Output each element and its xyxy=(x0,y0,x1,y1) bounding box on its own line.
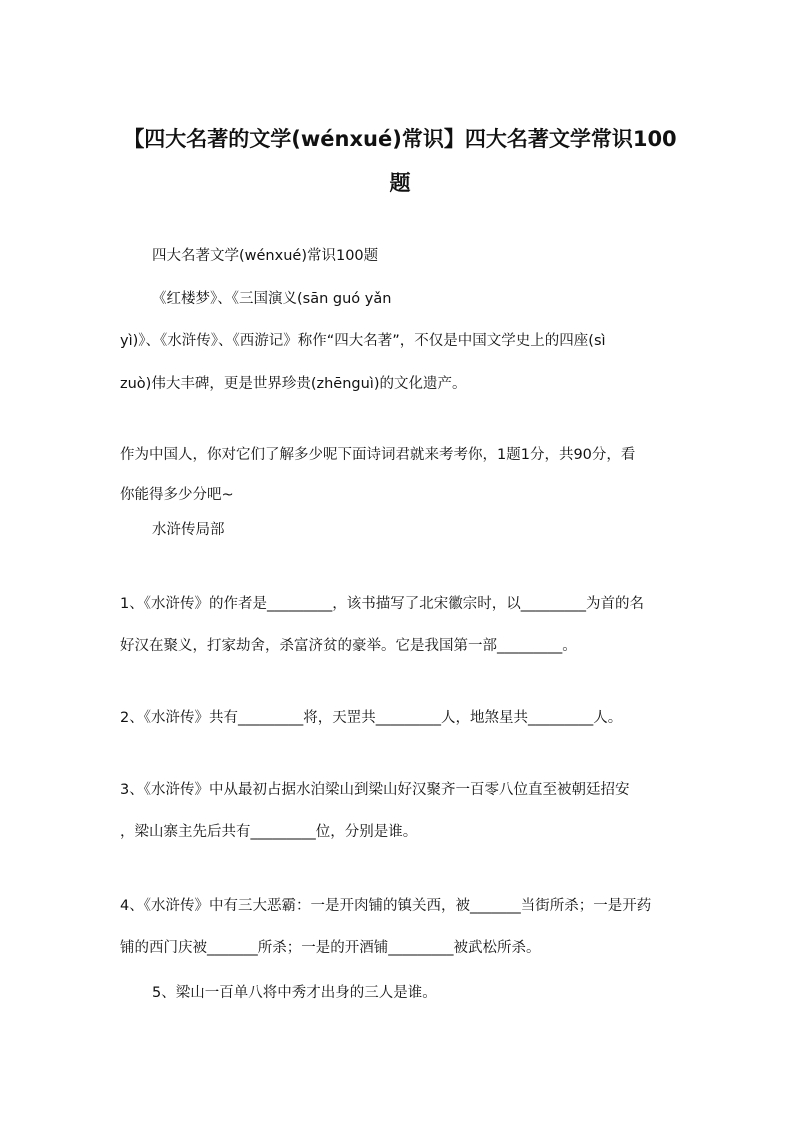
intro-line-2: yì)》、《水浒传》、《西游记》称作“四大名著”，不仅是中国文学史上的四座(sì xyxy=(120,333,606,349)
section-heading: 水浒传局部 xyxy=(152,522,225,538)
question-5-line-1: 5、梁山一百单八将中秀才出身的三人是谁。 xyxy=(152,985,437,1001)
subtitle: 四大名著文学(wénxué)常识100题 xyxy=(152,248,379,264)
intro-line-3: zuò)伟大丰碑，更是世界珍贵(zhēnguì)的文化遗产。 xyxy=(120,376,467,392)
question-1-line-2: 好汉在聚义，打家劫舍，杀富济贫的豪举。它是我国第一部_________。 xyxy=(120,638,577,654)
paragraph-2-line-1: 作为中国人，你对它们了解多少呢下面诗词君就来考考你，1题1分，共90分，看 xyxy=(120,447,636,463)
title-line-1: 【四大名著的文学(wénxué)常识】四大名著文学常识100 xyxy=(123,127,677,151)
document-title xyxy=(100,117,700,205)
paragraph-2-line-2: 你能得多少分吧~ xyxy=(120,487,234,503)
question-4-line-1: 4、《水浒传》中有三大恶霸：一是开肉铺的镇关西，被_______当街所杀；一是开药 xyxy=(120,898,652,914)
question-3-line-2: ，梁山寨主先后共有_________位，分别是谁。 xyxy=(120,824,418,840)
title-line-2: 题 xyxy=(389,171,411,195)
question-1-line-1: 1、《水浒传》的作者是_________，该书描写了北宋徽宗时，以_________为首的名 xyxy=(120,596,644,612)
question-3-line-1: 3、《水浒传》中从最初占据水泊梁山到梁山好汉聚齐一百零八位直至被朝廷招安 xyxy=(120,782,630,798)
question-2-line-1: 2、《水浒传》共有_________将，天罡共_________人，地煞星共_________人。 xyxy=(120,710,623,726)
question-4-line-2: 铺的西门庆被_______所杀；一是的开酒铺_________被武松所杀。 xyxy=(120,940,541,956)
intro-line-1: 《红楼梦》、《三国演义(sān guó yǎn xyxy=(152,291,392,307)
